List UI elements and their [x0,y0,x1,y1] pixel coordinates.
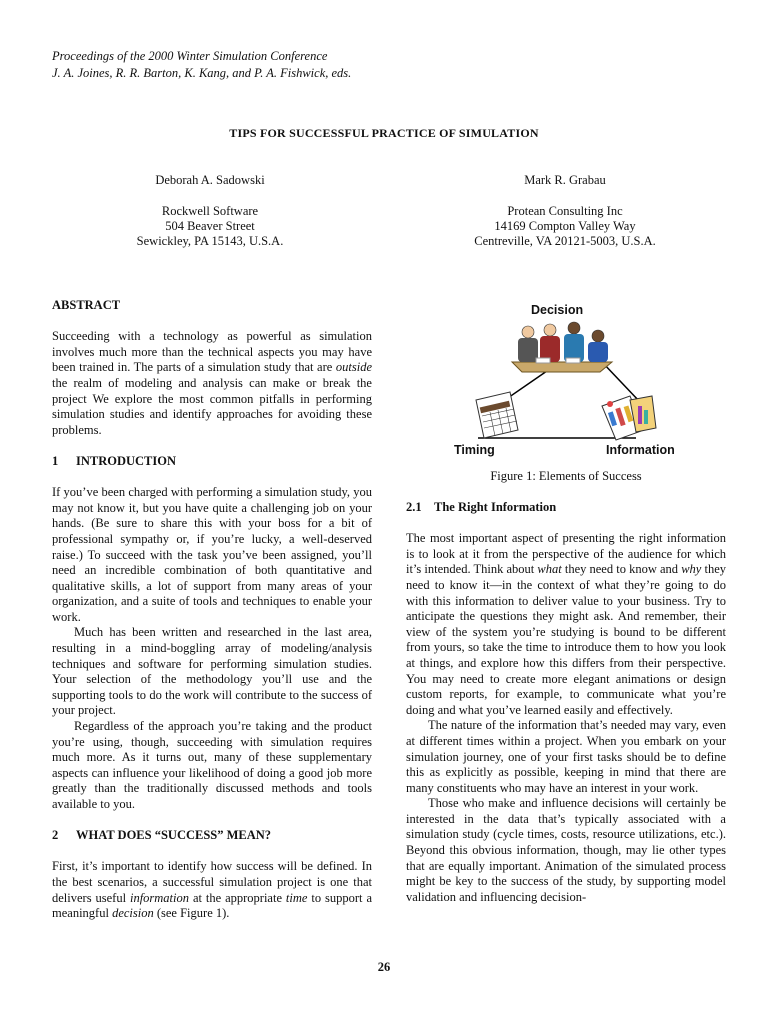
author-street: 14169 Compton Valley Way [494,219,636,233]
information-label: Information [606,443,675,457]
section-2-paragraph: First, it’s important to identify how success will be defined. In the best scenarios, a successful simulation project is one that delivers useful information at the appropriate time to support a meaningful decision (see Figure 1). [52,859,372,921]
proceedings-header [52,48,351,82]
editors-line: J. A. Joines, R. R. Barton, K. Kang, and P. A. Fishwick, eds. [52,66,352,80]
decision-information-line [602,362,640,402]
paper-title: TIPS FOR SUCCESSFUL PRACTICE OF SIMULATION [229,126,539,140]
meeting-people-icon [512,322,612,372]
section-2-1-heading: 2.1 The Right Information [406,500,557,514]
timing-label: Timing [454,443,495,457]
calendar-icon [476,392,518,438]
figure-elements-of-success [440,300,720,465]
author-block-2 [415,173,715,249]
section-2-1-paragraph-3: Those who make and influence decisions will certainly be interested in the data that’s typically associated with a simulation study (cycle times, costs, resource utilizations, etc.). Beyond this obvious information, though, may lie other types that are equally important. Animation of the simulated process might be key to the success of the study, by supporting model validation and influencing decision- [406,796,726,904]
figure-caption: Figure 1: Elements of Success [490,469,642,483]
author-street: 504 Beaver Street [165,219,255,233]
left-column [52,298,372,937]
success-triangle-diagram [440,300,720,465]
section-2-1-paragraph-1: The most important aspect of presenting the right information is to look at it from the perspective of the audience for which it’s intended. Think about what they need to know and why they need to know it—in the context of what they’re going to do with this information to deliver value to your business. Try to anticipate the questions they might ask. And remember, their view of the system you’re studying is bound to be different from yours, so take the time to introduce them to how you look at things, and explore how this differs from their perspective. You may need to create more elegant animations or design custom reports, for example, to communicate what you’re doing and what you’ve learned easily and effectively. [406,531,726,717]
decision-label: Decision [531,303,584,317]
proceedings-line: Proceedings of the 2000 Winter Simulation Conference [52,49,328,63]
section-2-heading: 2 WHAT DOES “SUCCESS” MEAN? [52,828,272,843]
author-block-1 [60,173,360,249]
author-org: Protean Consulting Inc [507,204,623,218]
intro-paragraph-3: Regardless of the approach you’re taking and the product you’re using, though, succeeding with simulation requires much more. As it turns out, many of these supplementary aspects can influence your likelihood of doing a good job more greatly than the traditionally discussed methods and tools available to you. [52,719,372,811]
page-number: 26 [377,960,391,974]
right-column [406,500,726,905]
introduction-heading: 1 INTRODUCTION [52,453,177,468]
section-2-1-paragraph-2: The nature of the information that’s needed may vary, even at different times within a project. When you embark on your simulation journey, one of your first tasks should be to define this as explicitly as possible, keeping in mind that there are many constituents who may have an interest in your work. [406,718,726,795]
intro-paragraph-1: If you’ve been charged with performing a simulation study, you may not know it, but you have quite a challenging job on your hands. (Be sure to share this with your boss for a bit of professional sympathy or, if you’re lucky, a well-deserved raise.) To succeed with the task you’ve been assigned, you’ll need an incredible combination of both quantitative and qualitative skills, a lot of support from many areas of your organization, and a suite of tools and techniques to enable your work. [52,485,372,624]
abstract-heading: ABSTRACT [52,298,121,312]
intro-paragraph-2: Much has been written and researched in the last area, resulting in a mind-boggling array of modeling/analysis techniques and software for performing simulation studies. Your selection of the methodology you’ll use and the supporting tools to do the work will contribute to the success of your project. [52,625,372,718]
author-city: Centreville, VA 20121-5003, U.S.A. [474,234,656,248]
author-city: Sewickley, PA 15143, U.S.A. [136,234,284,248]
author-name: Mark R. Grabau [524,173,606,187]
author-name: Deborah A. Sadowski [155,173,265,187]
author-org: Rockwell Software [161,204,259,218]
abstract-paragraph: Succeeding with a technology as powerful as simulation involves much more than the technical aspects you may have been trained in. The parts of a simulation study that are outside the realm of modeling and analysis can make or break the project We explore the most common pitfalls in performing simulation studies and identify approaches for avoiding these problems. [52,329,372,437]
reports-icon [602,396,656,440]
